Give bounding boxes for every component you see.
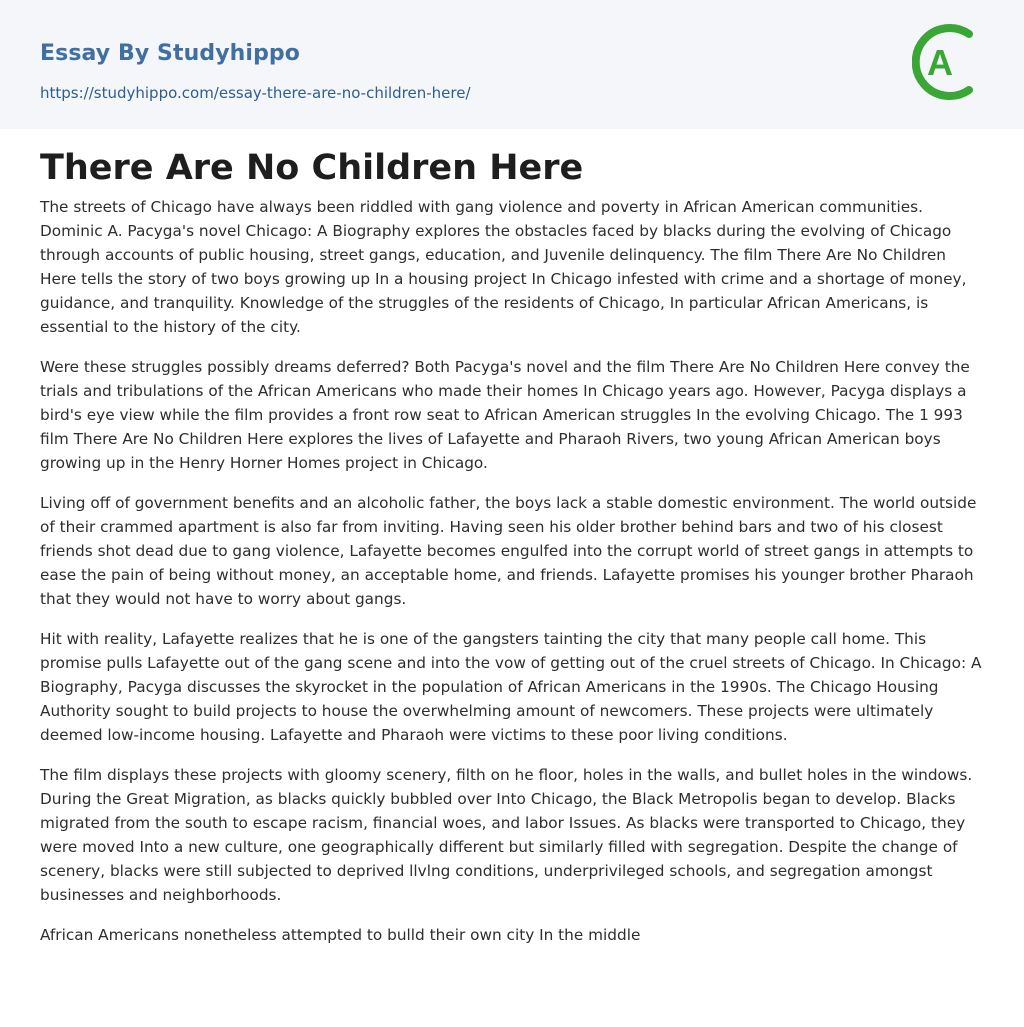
paragraph-6: African Americans nonetheless attempted to bulld their own city In the middle <box>40 926 641 944</box>
logo-letter: A <box>927 42 953 83</box>
paragraph-2: Were these struggles possibly dreams deferred? Both Pacyga's novel and the film There Are No Children Here convey the trials and tribulations of the African Americans who made their homes In Chicago years ago. However, Pacyga displays a bird's eye view while the film provides a front row seat to African American struggles In the evolving Chicago. The 1 993 film There Are No Children Here explores the lives of Lafayette and Pharaoh Rivers, two young African American boys growing up in the Henry Horner Homes project in Chicago. <box>40 358 970 472</box>
site-header <box>0 0 1024 129</box>
paragraph-1: The streets of Chicago have always been riddled with gang violence and poverty in African American communities. Dominic A. Pacyga's novel Chicago: A Biography explores the obstacles faced by blacks during the evolving of Chicago through accounts of public housing, street gangs, education, and Juvenile delinquency. The film There Are No Children Here tells the story of two boys growing up In a housing project In Chicago infested with crime and a shortage of money, guidance, and tranquility. Knowledge of the struggles of the residents of Chicago, In particular African Americans, is essential to the history of the city. <box>40 198 967 336</box>
site-brand-title[interactable]: Essay By Studyhippo <box>40 41 300 66</box>
page-title: There Are No Children Here <box>40 148 584 188</box>
paragraph-4: Hit with reality, Lafayette realizes that he is one of the gangsters tainting the city that many people call home. This promise pulls Lafayette out of the gang scene and into the vow of getting out of the cruel streets of Chicago. In Chicago: A Biography, Pacyga discusses the skyrocket in the population of African Americans in the 1990s. The Chicago Housing Authority sought to build projects to house the overwhelming amount of newcomers. These projects were ultimately deemed low-income housing. Lafayette and Pharaoh were victims to these poor living conditions. <box>40 630 982 744</box>
paragraph-5: The film displays these projects with gloomy scenery, filth on he floor, holes in the walls, and bullet holes in the windows. During the Great Migration, as blacks quickly bubbled over Into Chicago, the Black Metropolis began to develop. Blacks migrated from the south to escape racism, financial woes, and labor Issues. As blacks were transported to Chicago, they were moved Into a new culture, one geographically different but similarly filled with segregation. Despite the change of scenery, blacks were still subjected to deprived llvlng conditions, underprivileged schools, and segregation amongst businesses and neighborhoods. <box>40 766 973 904</box>
paragraph-3: Living off of government benefits and an alcoholic father, the boys lack a stable domestic environment. The world outside of their crammed apartment is also far from inviting. Having seen his older brother behind bars and two of his closest friends shot dead due to gang violence, Lafayette becomes engulfed into the corrupt world of street gangs in attempts to ease the pain of being without money, an acceptable home, and friends. Lafayette promises his younger brother Pharaoh that they would not have to worry about gangs. <box>40 494 977 608</box>
article <box>40 144 984 947</box>
essay-url-link[interactable]: https://studyhippo.com/essay-there-are-no-children-here/ <box>40 84 471 102</box>
studyhippo-a-logo-icon[interactable] <box>912 19 986 105</box>
